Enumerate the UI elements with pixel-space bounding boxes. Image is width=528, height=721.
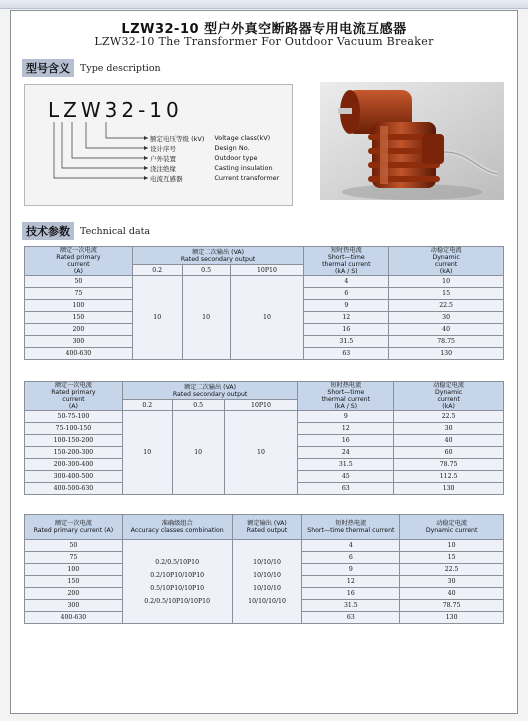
header-line: Dynamic xyxy=(434,389,463,396)
cell-dynamic: 15 xyxy=(400,552,504,564)
legend-item xyxy=(150,144,290,153)
cell-primary: 200-300-400 xyxy=(25,459,123,471)
cell-dynamic: 22.5 xyxy=(389,300,504,312)
legend-item xyxy=(150,164,290,173)
header-line: Rated secondary output xyxy=(172,390,248,398)
cell-short-time: 6 xyxy=(304,288,389,300)
header-short-time-current xyxy=(302,515,400,540)
header-line: Rated primary xyxy=(56,254,101,261)
header-accuracy-combination xyxy=(122,515,232,540)
cell-short-time: 24 xyxy=(298,447,394,459)
cell-dynamic: 40 xyxy=(394,435,504,447)
cell-short-time: 9 xyxy=(304,300,389,312)
header-line: 额定一次电流 xyxy=(59,247,97,254)
cell-short-time: 6 xyxy=(302,552,400,564)
cell-dynamic: 112.5 xyxy=(394,471,504,483)
cell-short-time: 31.5 xyxy=(304,336,389,348)
header-line: (A) xyxy=(73,268,83,275)
cell-secondary-output: 10 xyxy=(122,411,172,495)
spec-table-2 xyxy=(24,381,504,495)
header-dynamic-current xyxy=(389,247,504,276)
cell-secondary-output: 10 xyxy=(224,411,298,495)
type-description-label-en: Type description xyxy=(80,62,161,74)
cell-dynamic: 15 xyxy=(389,288,504,300)
header-line: (kA / S) xyxy=(334,403,358,410)
cell-short-time: 4 xyxy=(302,540,400,552)
header-line: 准确级组合 xyxy=(161,520,193,527)
spec-table-3 xyxy=(24,514,504,624)
header-line: Rated primary xyxy=(51,389,96,396)
cell-short-time: 4 xyxy=(304,276,389,288)
cell-primary: 75-100-150 xyxy=(25,423,123,435)
cell-primary: 75 xyxy=(25,288,133,300)
header-line: thermal current xyxy=(321,396,371,403)
header-line: 额定输出 (VA) xyxy=(247,520,287,527)
header-line: Rated primary current (A) xyxy=(33,527,114,534)
legend-cn: 户外装置 xyxy=(150,155,176,163)
cell-short-time: 63 xyxy=(302,612,400,624)
cell-short-time: 31.5 xyxy=(298,459,394,471)
legend-en: Outdoor type xyxy=(214,154,258,162)
type-description-heading xyxy=(22,59,161,77)
legend-cn: 电流互感器 xyxy=(150,175,183,183)
cell-primary: 100 xyxy=(25,564,123,576)
cell-dynamic: 60 xyxy=(394,447,504,459)
cell-dynamic: 10 xyxy=(400,540,504,552)
header-line: Dynamic current xyxy=(425,527,478,534)
legend-item xyxy=(150,134,290,143)
header-primary-current xyxy=(25,515,123,540)
header-accuracy-class: 0.2 xyxy=(132,265,182,276)
header-line: Rated output xyxy=(246,527,288,534)
technical-data-heading xyxy=(22,222,150,240)
legend-item xyxy=(150,154,290,163)
cell-short-time: 12 xyxy=(298,423,394,435)
cell-dynamic: 30 xyxy=(400,576,504,588)
cell-dynamic: 22.5 xyxy=(394,411,504,423)
top-banner xyxy=(0,0,528,9)
header-accuracy-class: 0.5 xyxy=(172,400,224,411)
header-line: 短时热电流 xyxy=(330,382,362,389)
header-dynamic-current xyxy=(394,382,504,411)
header-secondary-output xyxy=(122,382,298,400)
cell-primary: 300 xyxy=(25,600,123,612)
legend-cn: 浇注绝缘 xyxy=(150,165,176,173)
header-line: current xyxy=(437,396,460,403)
cell-primary: 300 xyxy=(25,336,133,348)
legend-en: Voltage class(kV) xyxy=(214,134,271,142)
header-line: 额定二次输出 (VA) xyxy=(192,248,245,256)
type-description-label-cn: 型号含义 xyxy=(22,59,74,77)
header-secondary-output xyxy=(132,247,304,265)
cell-short-time: 45 xyxy=(298,471,394,483)
cell-secondary-output: 10 xyxy=(172,411,224,495)
output-value: 10/10/10 xyxy=(253,571,281,579)
cell-accuracy-combination xyxy=(122,540,232,624)
spec-table-1 xyxy=(24,246,504,360)
cell-short-time: 9 xyxy=(298,411,394,423)
header-line: 短时热电流 xyxy=(335,520,367,527)
cell-dynamic: 22.5 xyxy=(400,564,504,576)
header-primary-current xyxy=(25,382,123,411)
accuracy-value: 0.2/10P10/10P10 xyxy=(150,571,205,579)
cell-primary: 75 xyxy=(25,552,123,564)
cell-dynamic: 30 xyxy=(394,423,504,435)
cell-dynamic: 130 xyxy=(389,348,504,360)
technical-data-label-cn: 技术参数 xyxy=(22,222,74,240)
model-code: LZW32-10 xyxy=(48,98,183,122)
legend-cn: 设计序号 xyxy=(150,145,176,153)
cell-primary: 400-500-630 xyxy=(25,483,123,495)
cell-dynamic: 10 xyxy=(389,276,504,288)
cell-dynamic: 30 xyxy=(389,312,504,324)
accuracy-value: 0.2/0.5/10P10/10P10 xyxy=(144,597,211,605)
accuracy-value: 0.2/0.5/10P10 xyxy=(155,558,200,566)
table-row xyxy=(25,540,504,552)
page-subtitle: LZW32-10 The Transformer For Outdoor Vacuum Breaker xyxy=(94,35,434,48)
header-line: 额定一次电流 xyxy=(54,520,92,527)
cell-short-time: 9 xyxy=(302,564,400,576)
cell-short-time: 63 xyxy=(298,483,394,495)
technical-data-label-en: Technical data xyxy=(80,225,151,237)
cell-primary: 100 xyxy=(25,300,133,312)
cell-rated-output xyxy=(232,540,302,624)
header-line: 动稳定电流 xyxy=(430,247,462,254)
cell-short-time: 63 xyxy=(304,348,389,360)
cell-primary: 400-630 xyxy=(25,612,123,624)
cell-primary: 400-630 xyxy=(25,348,133,360)
header-line: Short—time thermal current xyxy=(307,527,395,534)
header-primary-current xyxy=(25,247,133,276)
cell-dynamic: 78.75 xyxy=(389,336,504,348)
header-line: 动稳定电流 xyxy=(436,520,468,527)
cell-short-time: 16 xyxy=(298,435,394,447)
legend-cn: 额定电压等级 (kV) xyxy=(150,135,205,143)
cell-dynamic: 130 xyxy=(394,483,504,495)
header-line: 额定一次电流 xyxy=(54,382,92,389)
header-line: Accuracy classes combination xyxy=(130,527,224,534)
header-line: Rated secondary output xyxy=(180,255,256,263)
legend-en: Current transformer xyxy=(214,174,280,182)
output-value: 10/10/10/10 xyxy=(248,597,286,605)
header-accuracy-class: 10P10 xyxy=(230,265,304,276)
cell-primary: 100-150-200 xyxy=(25,435,123,447)
cell-secondary-output: 10 xyxy=(182,276,230,360)
cell-secondary-output: 10 xyxy=(132,276,182,360)
header-line: (kA / S) xyxy=(335,268,358,275)
header-dynamic-current xyxy=(400,515,504,540)
cell-short-time: 16 xyxy=(304,324,389,336)
header-short-time-current xyxy=(304,247,389,276)
header-line: current xyxy=(434,261,458,268)
page-title: LZW32-10 型户外真空断路器专用电流互感器 xyxy=(121,22,407,37)
table-row xyxy=(25,276,504,288)
cell-short-time: 16 xyxy=(302,588,400,600)
header-line: Dynamic xyxy=(432,254,460,261)
legend-en: Casting insulation xyxy=(214,164,273,172)
cell-short-time: 12 xyxy=(304,312,389,324)
cell-dynamic: 40 xyxy=(400,588,504,600)
accuracy-value: 0.5/10P10/10P10 xyxy=(150,584,205,592)
header-line: thermal current xyxy=(322,261,371,268)
header-line: Short—time xyxy=(327,254,365,261)
cell-primary: 50-75-100 xyxy=(25,411,123,423)
product-photo xyxy=(320,82,504,200)
header-line: current xyxy=(67,261,90,268)
cell-dynamic: 40 xyxy=(389,324,504,336)
cell-primary: 50 xyxy=(25,540,123,552)
cell-dynamic: 78.75 xyxy=(400,600,504,612)
header-rated-output xyxy=(232,515,302,540)
header-line: current xyxy=(62,396,85,403)
header-accuracy-class: 0.5 xyxy=(182,265,230,276)
cell-short-time: 12 xyxy=(302,576,400,588)
header-accuracy-class: 10P10 xyxy=(224,400,298,411)
cell-short-time: 31.5 xyxy=(302,600,400,612)
header-short-time-current xyxy=(298,382,394,411)
cell-primary: 150 xyxy=(25,576,123,588)
header-line: (kA) xyxy=(442,403,455,410)
output-value: 10/10/10 xyxy=(253,558,281,566)
cell-primary: 200 xyxy=(25,324,133,336)
cell-primary: 150-200-300 xyxy=(25,447,123,459)
table-row xyxy=(25,411,504,423)
legend-en: Design No. xyxy=(214,144,250,152)
header-line: Short—time xyxy=(327,389,365,396)
output-value: 10/10/10 xyxy=(253,584,281,592)
cell-dynamic: 78.75 xyxy=(394,459,504,471)
header-line: 短时热电流 xyxy=(330,247,362,254)
legend-item xyxy=(150,174,290,183)
header-line: 动稳定电流 xyxy=(433,382,465,389)
cell-primary: 300-400-500 xyxy=(25,471,123,483)
cell-primary: 150 xyxy=(25,312,133,324)
header-line: 额定二次输出 (VA) xyxy=(184,383,237,391)
header-line: (A) xyxy=(68,403,78,410)
cell-primary: 200 xyxy=(25,588,123,600)
header-accuracy-class: 0.2 xyxy=(122,400,172,411)
header-line: (kA) xyxy=(439,268,453,275)
cell-secondary-output: 10 xyxy=(230,276,304,360)
cell-dynamic: 130 xyxy=(400,612,504,624)
cell-primary: 50 xyxy=(25,276,133,288)
